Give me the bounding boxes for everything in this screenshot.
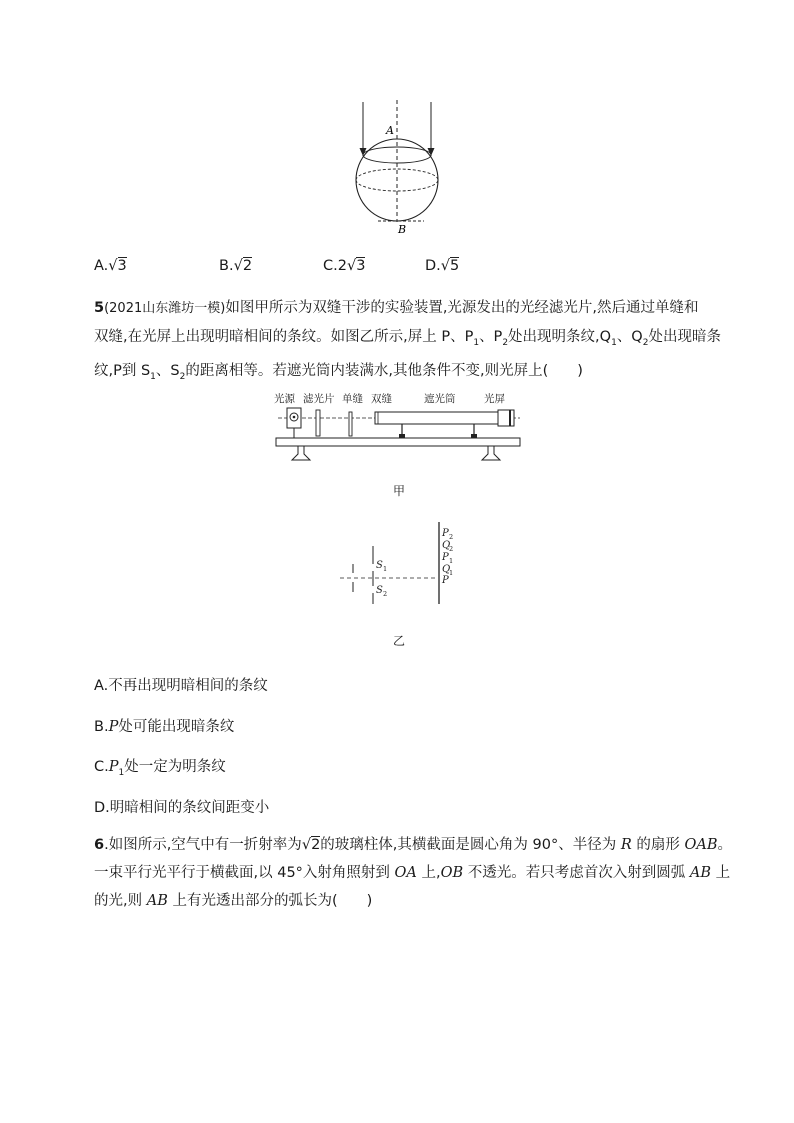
screen xyxy=(498,410,514,426)
label-P: P xyxy=(442,575,449,586)
double-slit-figure xyxy=(338,520,468,610)
q6-line1: 6.如图所示,空气中有一折射率为√2的玻璃柱体,其横截面是圆心角为 90°、半径为 R 的扇形 OAB。 xyxy=(94,837,732,853)
label-B: B xyxy=(398,223,407,236)
label-double-slit: 双缝 xyxy=(371,393,392,405)
q5-option-b[interactable]: B.P处可能出现暗条纹 xyxy=(94,719,235,735)
q4-option-b[interactable]: B.√2 xyxy=(219,258,253,274)
label-Q2-sub: 2 xyxy=(449,545,454,553)
optical-bench xyxy=(276,438,520,446)
label-P2: P xyxy=(442,528,449,539)
q5-stem xyxy=(94,294,721,391)
label-S2: S xyxy=(376,585,383,596)
sqrt-icon: √ xyxy=(301,837,312,853)
label-P2-sub: 2 xyxy=(449,533,454,541)
q6-stem xyxy=(94,831,732,915)
fig-jia-caption: 甲 xyxy=(393,484,406,498)
label-S1-sub: 1 xyxy=(383,565,388,573)
q4-option-c[interactable]: C.2√3 xyxy=(323,258,366,274)
tube xyxy=(375,412,499,424)
label-Q1: Q xyxy=(442,564,451,575)
label-P1-sub: 1 xyxy=(449,557,454,565)
label-tube: 遮光筒 xyxy=(424,393,456,405)
sphere-figure xyxy=(340,98,450,238)
q5-option-d[interactable]: D.明暗相间的条纹间距变小 xyxy=(94,800,270,816)
label-P1: P xyxy=(442,552,449,563)
apparatus-figure xyxy=(270,388,532,470)
q5-option-a[interactable]: A.不再出现明暗相间的条纹 xyxy=(94,678,268,694)
q5-line2: 双缝,在光屏上出现明暗相间的条纹。如图乙所示,屏上 P、$P_1$、$P_2$处出现明条纹$,Q_1$、$Q_2$处出现暗条 xyxy=(94,329,721,348)
label-Q2: Q xyxy=(442,540,451,551)
single-slit xyxy=(349,412,352,436)
label-S1: S xyxy=(376,560,383,571)
filter xyxy=(316,410,320,436)
label-filter: 滤光片 xyxy=(303,393,335,405)
q6-line2: 一束平行光平行于横截面,以 45°入射角照射到 OA 上,OB 不透光。若只考虑首次入射到圆弧 AB 上 xyxy=(94,865,731,881)
sqrt-icon: √ xyxy=(346,258,357,274)
label-Q1-sub: 1 xyxy=(449,569,454,577)
label-screen: 光屏 xyxy=(484,393,505,405)
label-A: A xyxy=(386,124,394,137)
q5-line1: 5(2021山东潍坊一模)如图甲所示为双缝干涉的实验装置,光源发出的光经滤光片,然后通过单缝和 xyxy=(94,300,699,316)
label-light-source: 光源 xyxy=(274,393,295,405)
q6-line3: 的光,则 AB 上有光透出部分的弧长为( ) xyxy=(94,893,373,909)
sqrt-icon: √ xyxy=(108,258,118,274)
label-S2-sub: 2 xyxy=(383,590,388,598)
sqrt-icon: √ xyxy=(440,258,451,274)
sqrt-icon: √ xyxy=(233,258,243,274)
q5-option-c[interactable]: $C.P_1$处一定为明条纹 xyxy=(94,759,226,778)
q4-option-a[interactable]: A.√3 xyxy=(94,258,127,274)
bench-foot-left xyxy=(292,446,310,460)
bench-foot-right xyxy=(482,446,500,460)
q5-line3: 纹,P到 $S_1$、$S_2$的距离相等。若遮光筒内装满水,其他条件不变,则光屏上( ) xyxy=(94,362,583,382)
fig-yi-caption: 乙 xyxy=(393,634,406,648)
label-single-slit: 单缝 xyxy=(342,393,363,405)
q4-option-d[interactable]: D.√5 xyxy=(425,258,460,274)
